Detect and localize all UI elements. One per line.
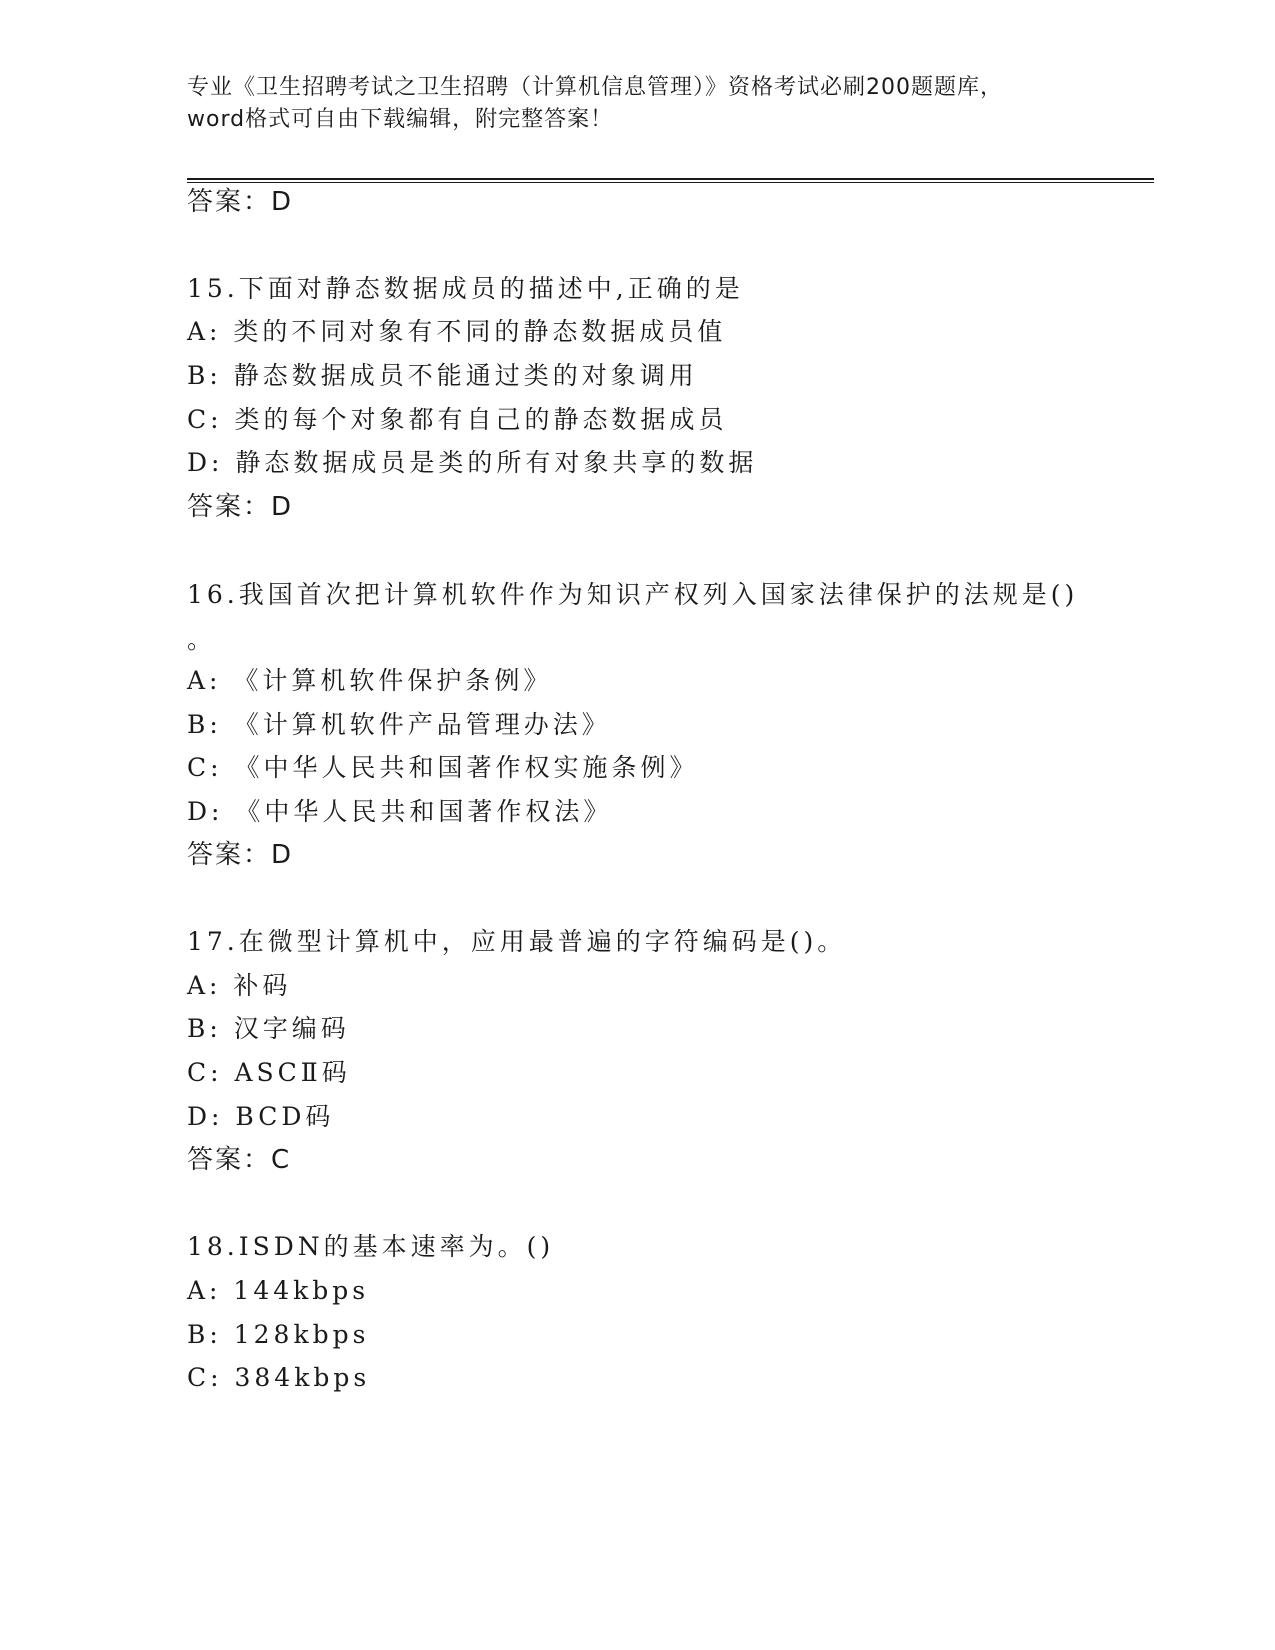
q18-option-c: C: 384kbps (187, 1363, 371, 1392)
q17-stem: 17.在微型计算机中，应用最普遍的字符编码是()。 (187, 927, 847, 956)
q16-option-a: A: 《计算机软件保护条例》 (187, 666, 553, 695)
q15-option-d: D: 静态数据成员是类的所有对象共享的数据 (187, 448, 758, 477)
q17-option-c: C: ASCⅡ码 (187, 1058, 351, 1087)
q18-option-a: A: 144kbps (187, 1276, 370, 1305)
q17-option-a: A: 补码 (187, 971, 292, 1000)
q17-option-d: D: BCD码 (187, 1102, 335, 1131)
q15-answer: 答案：D (187, 492, 294, 522)
q16-answer: 答案：D (187, 840, 294, 870)
q18-stem: 18.ISDN的基本速率为。() (187, 1232, 555, 1261)
q16-option-d: D: 《中华人民共和国著作权法》 (187, 797, 613, 826)
header-divider-thin (187, 182, 1154, 183)
document-header (187, 72, 1087, 136)
q17-answer: 答案：C (187, 1145, 292, 1175)
header-line-1: 专业《卫生招聘考试之卫生招聘（计算机信息管理）》资格考试必刷200题题库， (187, 75, 1003, 100)
previous-answer: 答案：D (187, 187, 294, 217)
header-divider-thick (187, 178, 1154, 180)
q18-option-b: B: 128kbps (187, 1320, 370, 1349)
q16-stem: 16.我国首次把计算机软件作为知识产权列入国家法律保护的法规是() (187, 580, 1079, 609)
q16-stem-continuation: 。 (187, 625, 217, 654)
q16-option-c: C: 《中华人民共和国著作权实施条例》 (187, 753, 699, 782)
q15-option-c: C: 类的每个对象都有自己的静态数据成员 (187, 405, 728, 434)
header-line-2: word格式可自由下载编辑，附完整答案！ (187, 107, 614, 132)
q15-option-a: A: 类的不同对象有不同的静态数据成员值 (187, 317, 727, 346)
q15-stem: 15.下面对静态数据成员的描述中,正确的是 (187, 274, 744, 303)
q17-option-b: B: 汉字编码 (187, 1014, 350, 1043)
q15-option-b: B: 静态数据成员不能通过类的对象调用 (187, 361, 698, 390)
q16-option-b: B: 《计算机软件产品管理办法》 (187, 710, 611, 739)
